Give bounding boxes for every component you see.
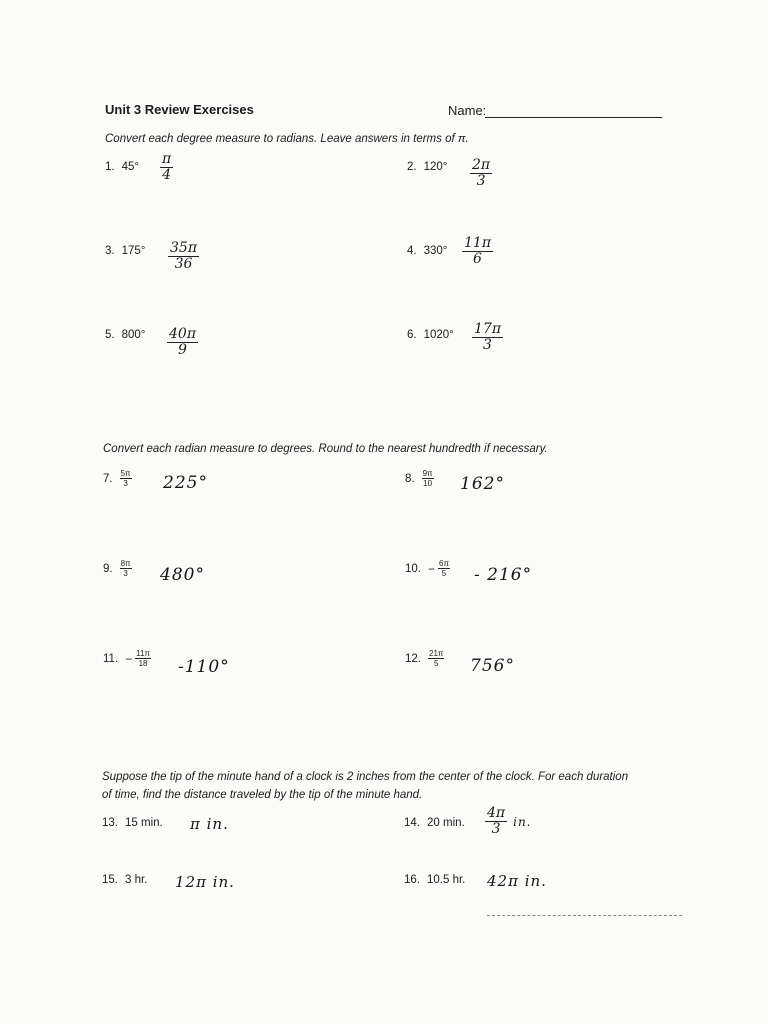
problem-number: 16.	[404, 874, 420, 886]
answer-13: π in.	[190, 815, 229, 833]
answer-12: 756°	[470, 656, 515, 676]
problem-number: 10.	[405, 562, 421, 575]
answer-numerator: 40π	[169, 326, 197, 342]
problem-3	[105, 245, 145, 257]
section1-instruction: Convert each degree measure to radians. Leave answers in terms of π.	[105, 133, 469, 145]
problem-prompt: 1020°	[423, 329, 454, 341]
fraction-denominator: 10	[423, 479, 433, 488]
problem-prompt: 120°	[423, 161, 448, 173]
fraction-numerator: 11π	[136, 649, 150, 658]
answer-14	[485, 806, 532, 837]
section3-instruction-line2: of time, find the distance traveled by the tip of the minute hand.	[102, 789, 423, 801]
section2-instruction: Convert each radian measure to degrees. Round to the nearest hundredth if necessary.	[103, 443, 548, 455]
fraction-denominator: 3	[123, 479, 128, 488]
negative-sign: −	[125, 651, 133, 666]
answer-denominator: 3	[491, 821, 501, 837]
problem-5	[105, 329, 145, 341]
problem-prompt: 330°	[423, 245, 448, 257]
problem-fraction	[422, 469, 434, 488]
problem-fraction	[120, 469, 132, 488]
problem-10	[405, 559, 450, 578]
problem-prompt: 15 min.	[125, 817, 163, 829]
problem-6	[407, 329, 454, 341]
answer-9: 480°	[160, 565, 205, 585]
problem-number: 3.	[105, 245, 115, 257]
fraction-numerator: 6π	[439, 559, 449, 568]
answer-8: 162°	[460, 474, 505, 494]
fraction-denominator: 5	[441, 569, 447, 578]
problem-9	[103, 559, 132, 578]
answer-numerator: 4π	[487, 805, 506, 821]
problem-fraction	[438, 559, 450, 578]
answer-6	[472, 322, 503, 353]
problem-fraction	[120, 559, 132, 578]
answer-numerator: 11π	[464, 235, 492, 251]
problem-2	[407, 161, 447, 173]
answer-denominator: 36	[174, 256, 193, 272]
problem-number: 14.	[404, 817, 420, 829]
fraction-numerator: 21π	[429, 649, 444, 658]
answer-denominator: 6	[473, 251, 482, 267]
problem-number: 11.	[103, 652, 119, 665]
problem-prompt: 10.5 hr.	[427, 874, 466, 886]
page-title: Unit 3 Review Exercises	[105, 102, 254, 117]
fraction-numerator: 8π	[120, 559, 131, 568]
problem-11	[103, 649, 151, 668]
answer-fraction	[485, 806, 507, 837]
answer-denominator: 9	[178, 342, 187, 358]
answer-15: 12π in.	[175, 873, 235, 891]
problem-number: 2.	[407, 161, 417, 173]
problem-number: 4.	[407, 245, 417, 257]
problem-14	[404, 817, 465, 829]
section3-instruction-line1: Suppose the tip of the minute hand of a clock is 2 inches from the center of the clock. For each duration	[102, 771, 629, 783]
problem-number: 1.	[105, 161, 115, 173]
problem-16	[404, 874, 465, 886]
answer-1	[160, 152, 173, 183]
name-blank-line	[485, 117, 662, 118]
problem-8	[405, 469, 434, 488]
answer-7: 225°	[163, 473, 208, 493]
answer-unit: in.	[513, 814, 532, 829]
fraction-numerator: 5π	[120, 469, 131, 478]
problem-fraction	[135, 649, 151, 668]
scan-artifact-line	[487, 915, 682, 916]
fraction-denominator: 18	[138, 659, 148, 668]
problem-number: 5.	[105, 329, 115, 341]
problem-number: 9.	[103, 562, 113, 575]
answer-numerator: π	[162, 151, 172, 167]
problem-prompt: 3 hr.	[125, 874, 148, 886]
answer-denominator: 3	[483, 337, 492, 353]
problem-1	[105, 161, 139, 173]
problem-13	[102, 817, 163, 829]
problem-prompt: 20 min.	[427, 817, 465, 829]
problem-prompt: 45°	[121, 161, 139, 173]
problem-number: 6.	[407, 329, 417, 341]
answer-10: - 216°	[474, 565, 533, 585]
answer-3	[168, 241, 199, 272]
problem-number: 15.	[102, 874, 118, 886]
answer-4	[462, 236, 493, 267]
problem-number: 8.	[405, 472, 415, 485]
problem-number: 7.	[103, 472, 113, 485]
answer-2	[470, 158, 492, 189]
fraction-numerator: 9π	[422, 469, 433, 478]
answer-11: -110°	[178, 657, 230, 677]
answer-5	[167, 327, 198, 358]
fraction-denominator: 3	[123, 569, 128, 578]
problem-12	[405, 649, 444, 668]
name-label: Name:	[448, 103, 487, 118]
problem-number: 13.	[102, 817, 118, 829]
answer-numerator: 2π	[472, 157, 491, 173]
problem-prompt: 800°	[121, 329, 146, 341]
answer-numerator: 35π	[170, 240, 198, 256]
problem-prompt: 175°	[121, 245, 146, 257]
problem-fraction	[428, 649, 444, 668]
answer-denominator: 4	[162, 167, 172, 183]
fraction-denominator: 5	[433, 659, 439, 668]
problem-number: 12.	[405, 652, 421, 665]
problem-15	[102, 874, 147, 886]
negative-sign: −	[428, 561, 436, 576]
answer-16: 42π in.	[487, 872, 547, 890]
answer-numerator: 17π	[474, 321, 502, 337]
problem-7	[103, 469, 132, 488]
problem-4	[407, 245, 447, 257]
answer-denominator: 3	[476, 173, 486, 189]
